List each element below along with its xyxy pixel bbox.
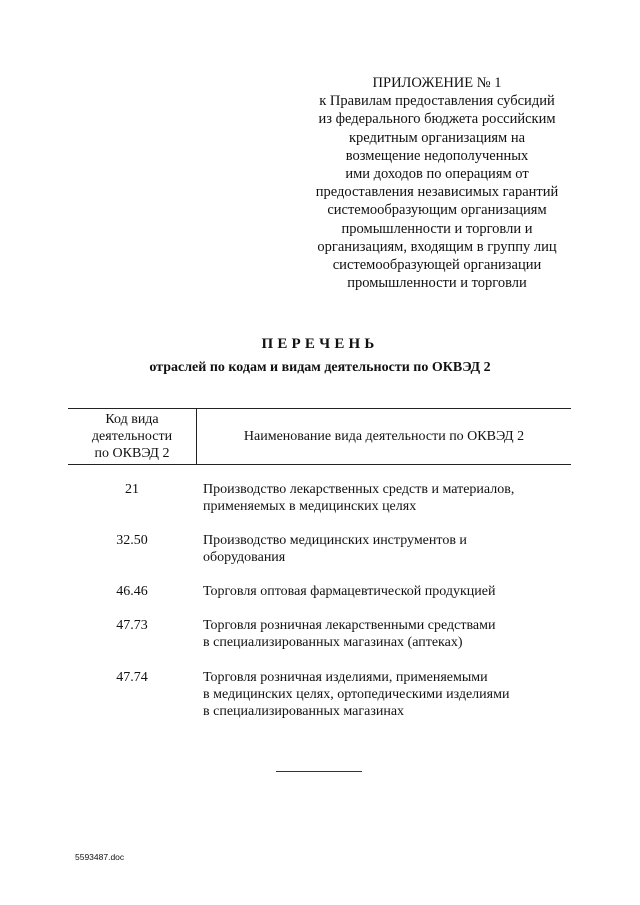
- row-name: [203, 583, 571, 600]
- appendix-line: предоставления независимых гарантий: [315, 184, 559, 201]
- document-title: ПЕРЕЧЕНЬ: [261, 336, 379, 352]
- row-name: [203, 617, 571, 651]
- row-name-line: в специализированных магазинах: [203, 704, 405, 719]
- row-name: [203, 669, 571, 720]
- column-header-code-line: деятельности: [91, 429, 173, 444]
- row-code: 46.46: [116, 584, 148, 599]
- row-name-line: Производство медицинских инструментов и: [203, 533, 467, 548]
- row-name-line: Производство лекарственных средств и материалов,: [203, 482, 515, 497]
- appendix-line: организациям, входящим в группу лиц: [317, 238, 557, 255]
- file-reference: 5593487.doc: [75, 852, 125, 862]
- row-name: [203, 532, 571, 566]
- row-name-line: в специализированных магазинах (аптеках): [203, 635, 463, 650]
- table-header: [68, 408, 571, 465]
- column-header-code: [68, 411, 196, 462]
- appendix-line: промышленности и торговли: [347, 275, 527, 292]
- row-code: 47.74: [116, 670, 148, 685]
- appendix-line: из федерального бюджета российским: [318, 111, 556, 128]
- row-name-line: применяемых в медицинских целях: [203, 499, 417, 514]
- appendix-block: [292, 74, 582, 292]
- row-name-line: Торговля оптовая фармацевтической продукцией: [203, 584, 496, 599]
- appendix-line: системообразующей организации: [332, 257, 542, 274]
- appendix-heading: ПРИЛОЖЕНИЕ № 1: [372, 75, 502, 91]
- row-code: 21: [125, 482, 139, 497]
- row-name-line: в медицинских целях, ортопедическими изделиями: [203, 687, 510, 702]
- row-name-line: оборудования: [203, 550, 286, 565]
- row-code: 32.50: [116, 533, 148, 548]
- appendix-line: ими доходов по операциям от: [345, 166, 529, 183]
- column-header-code-line: Код вида: [105, 412, 159, 427]
- row-name: [203, 481, 571, 515]
- column-header-code-line: по ОКВЭД 2: [94, 446, 170, 461]
- row-code: 47.73: [116, 618, 148, 633]
- column-header-name: Наименование вида деятельности по ОКВЭД 2: [243, 429, 525, 444]
- document-subtitle: отраслей по кодам и видам деятельности по ОКВЭД 2: [149, 360, 491, 375]
- appendix-line: системообразующим организациям: [327, 202, 547, 219]
- row-name-line: Торговля розничная лекарственными средствами: [203, 618, 496, 633]
- appendix-line: кредитным организациям на: [348, 129, 526, 146]
- appendix-line: возмещение недополученных: [345, 147, 529, 164]
- row-name-line: Торговля розничная изделиями, применяемыми: [203, 670, 488, 685]
- appendix-line: промышленности и торговли и: [341, 220, 533, 237]
- appendix-line: к Правилам предоставления субсидий: [319, 93, 555, 110]
- end-divider: [276, 771, 362, 772]
